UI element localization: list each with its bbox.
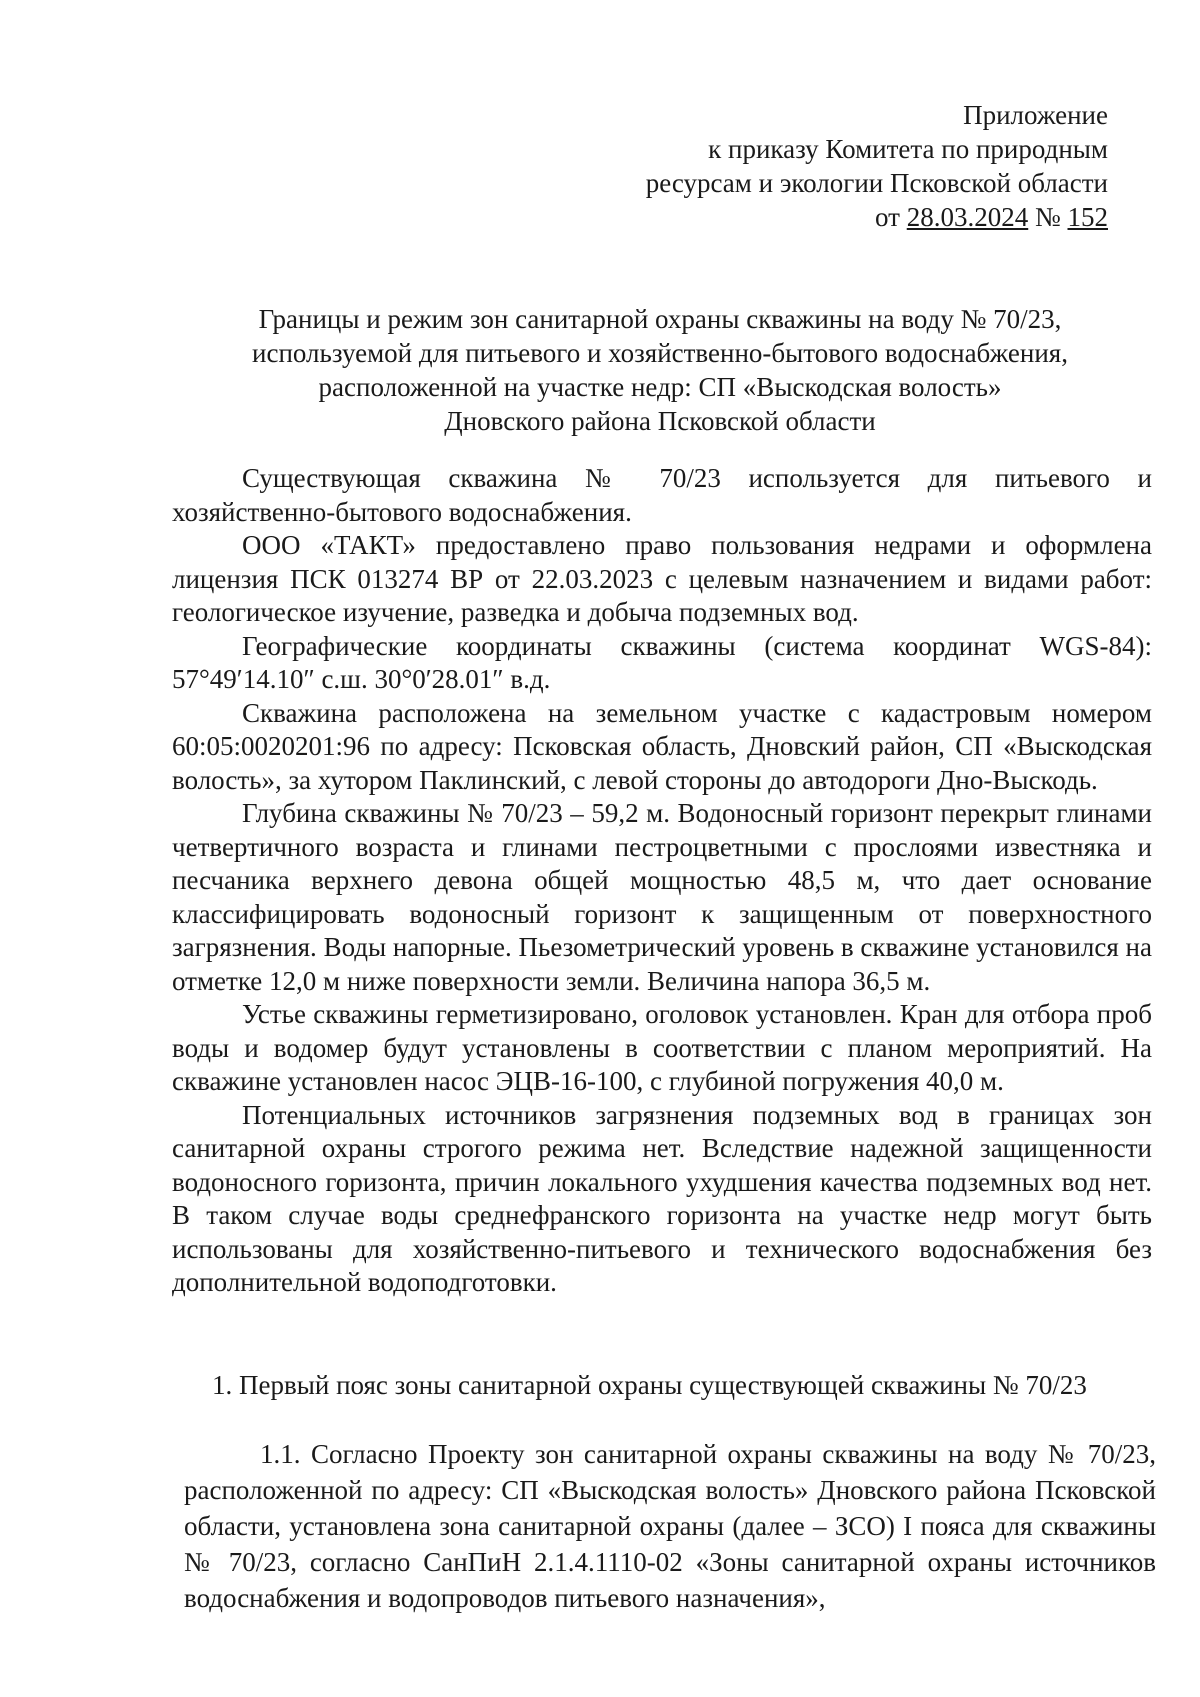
- appendix-committee: ресурсам и экологии Псковской области: [645, 168, 1108, 198]
- title-line-4: Дновского района Псковской области: [444, 406, 876, 436]
- appendix-title: Приложение: [963, 100, 1108, 130]
- section-1-body: [184, 1436, 1156, 1616]
- title-line-3: расположенной на участке недр: СП «Выскодская волость»: [318, 372, 1002, 402]
- appendix-date-number: [646, 200, 1108, 234]
- title-line-2: используемой для питьевого и хозяйственно-бытового водоснабжения,: [252, 338, 1068, 368]
- paragraph-license: ООО «ТАКТ» предоставлено право пользования недрами и оформлена лицензия ПСК 013274 ВР от 22.03.2023 с целевым назначением и видами работ: геологическое изучение, разведка и добыча подземных вод.: [172, 530, 1152, 627]
- paragraph-well-usage: Существующая скважина № 70/23 используется для питьевого и хозяйственно-бытового водоснабжения.: [172, 463, 1152, 527]
- section-1-paragraph: 1.1. Согласно Проекту зон санитарной охраны скважины на воду № 70/23, расположенной по адресу: СП «Выскодская волость» Дновского района Псковской области, установлена зона санитарной охраны (далее – ЗСО) I пояса для скважины № 70/23, согласно СанПиН 2.1.4.1110-02 «Зоны санитарной охраны источников водоснабжения и водопроводов питьевого назначения»,: [184, 1439, 1156, 1613]
- appendix-number-prefix: №: [1028, 202, 1068, 232]
- appendix-number: 152: [1067, 202, 1108, 232]
- appendix-order-ref: к приказу Комитета по природным: [708, 134, 1108, 164]
- paragraph-pollution: Потенциальных источников загрязнения подземных вод в границах зон санитарной охраны строгого режима нет. Вследствие надежной защищенности водоносного горизонта, причин локального ухудшения качества подземных вод нет. В таком случае воды среднефранского горизонта на участке недр могут быть использованы для хозяйственно-питьевого и технического водоснабжения без дополнительной водоподготовки.: [172, 1099, 1152, 1297]
- section-1-heading: 1. Первый пояс зоны санитарной охраны существующей скважины № 70/23: [212, 1370, 1087, 1400]
- appendix-date: 28.03.2024: [906, 202, 1029, 232]
- paragraph-location: Скважина расположена на земельном участке с кадастровым номером 60:05:0020201:96 по адресу: Псковская область, Дновский район, СП «Выскодская волость», за хутором Паклинский, с левой стороны до автодороги Дно-Выскодь.: [172, 697, 1152, 795]
- paragraph-coordinates: Географические координаты скважины (система координат WGS-84): 57°49′14.10″ с.ш. 30°0′28.01″ в.д.: [172, 630, 1152, 694]
- appendix-block: [646, 98, 1108, 234]
- document-title: [160, 302, 1160, 438]
- document-body: [172, 462, 1152, 1300]
- paragraph-depth: Глубина скважины № 70/23 – 59,2 м. Водоносный горизонт перекрыт глинами четвертичного возраста и глинами пестроцветными с прослоями известняка и песчаника верхнего девона общей мощностью 48,5 м, что дает основание классифицировать водоносный горизонт к защищенным от поверхностного загрязнения. Воды напорные. Пьезометрический уровень в скважине установился на отметке 12,0 м ниже поверхности земли. Величина напора 36,5 м.: [172, 798, 1152, 996]
- appendix-date-prefix: от: [875, 202, 907, 232]
- title-line-1: Границы и режим зон санитарной охраны скважины на воду № 70/23,: [258, 304, 1062, 334]
- paragraph-wellhead: Устье скважины герметизировано, оголовок установлен. Кран для отбора проб воды и водомер будут установлены в соответствии с планом мероприятий. На скважине установлен насос ЭЦВ-16-100, с глубиной погружения 40,0 м.: [172, 999, 1152, 1096]
